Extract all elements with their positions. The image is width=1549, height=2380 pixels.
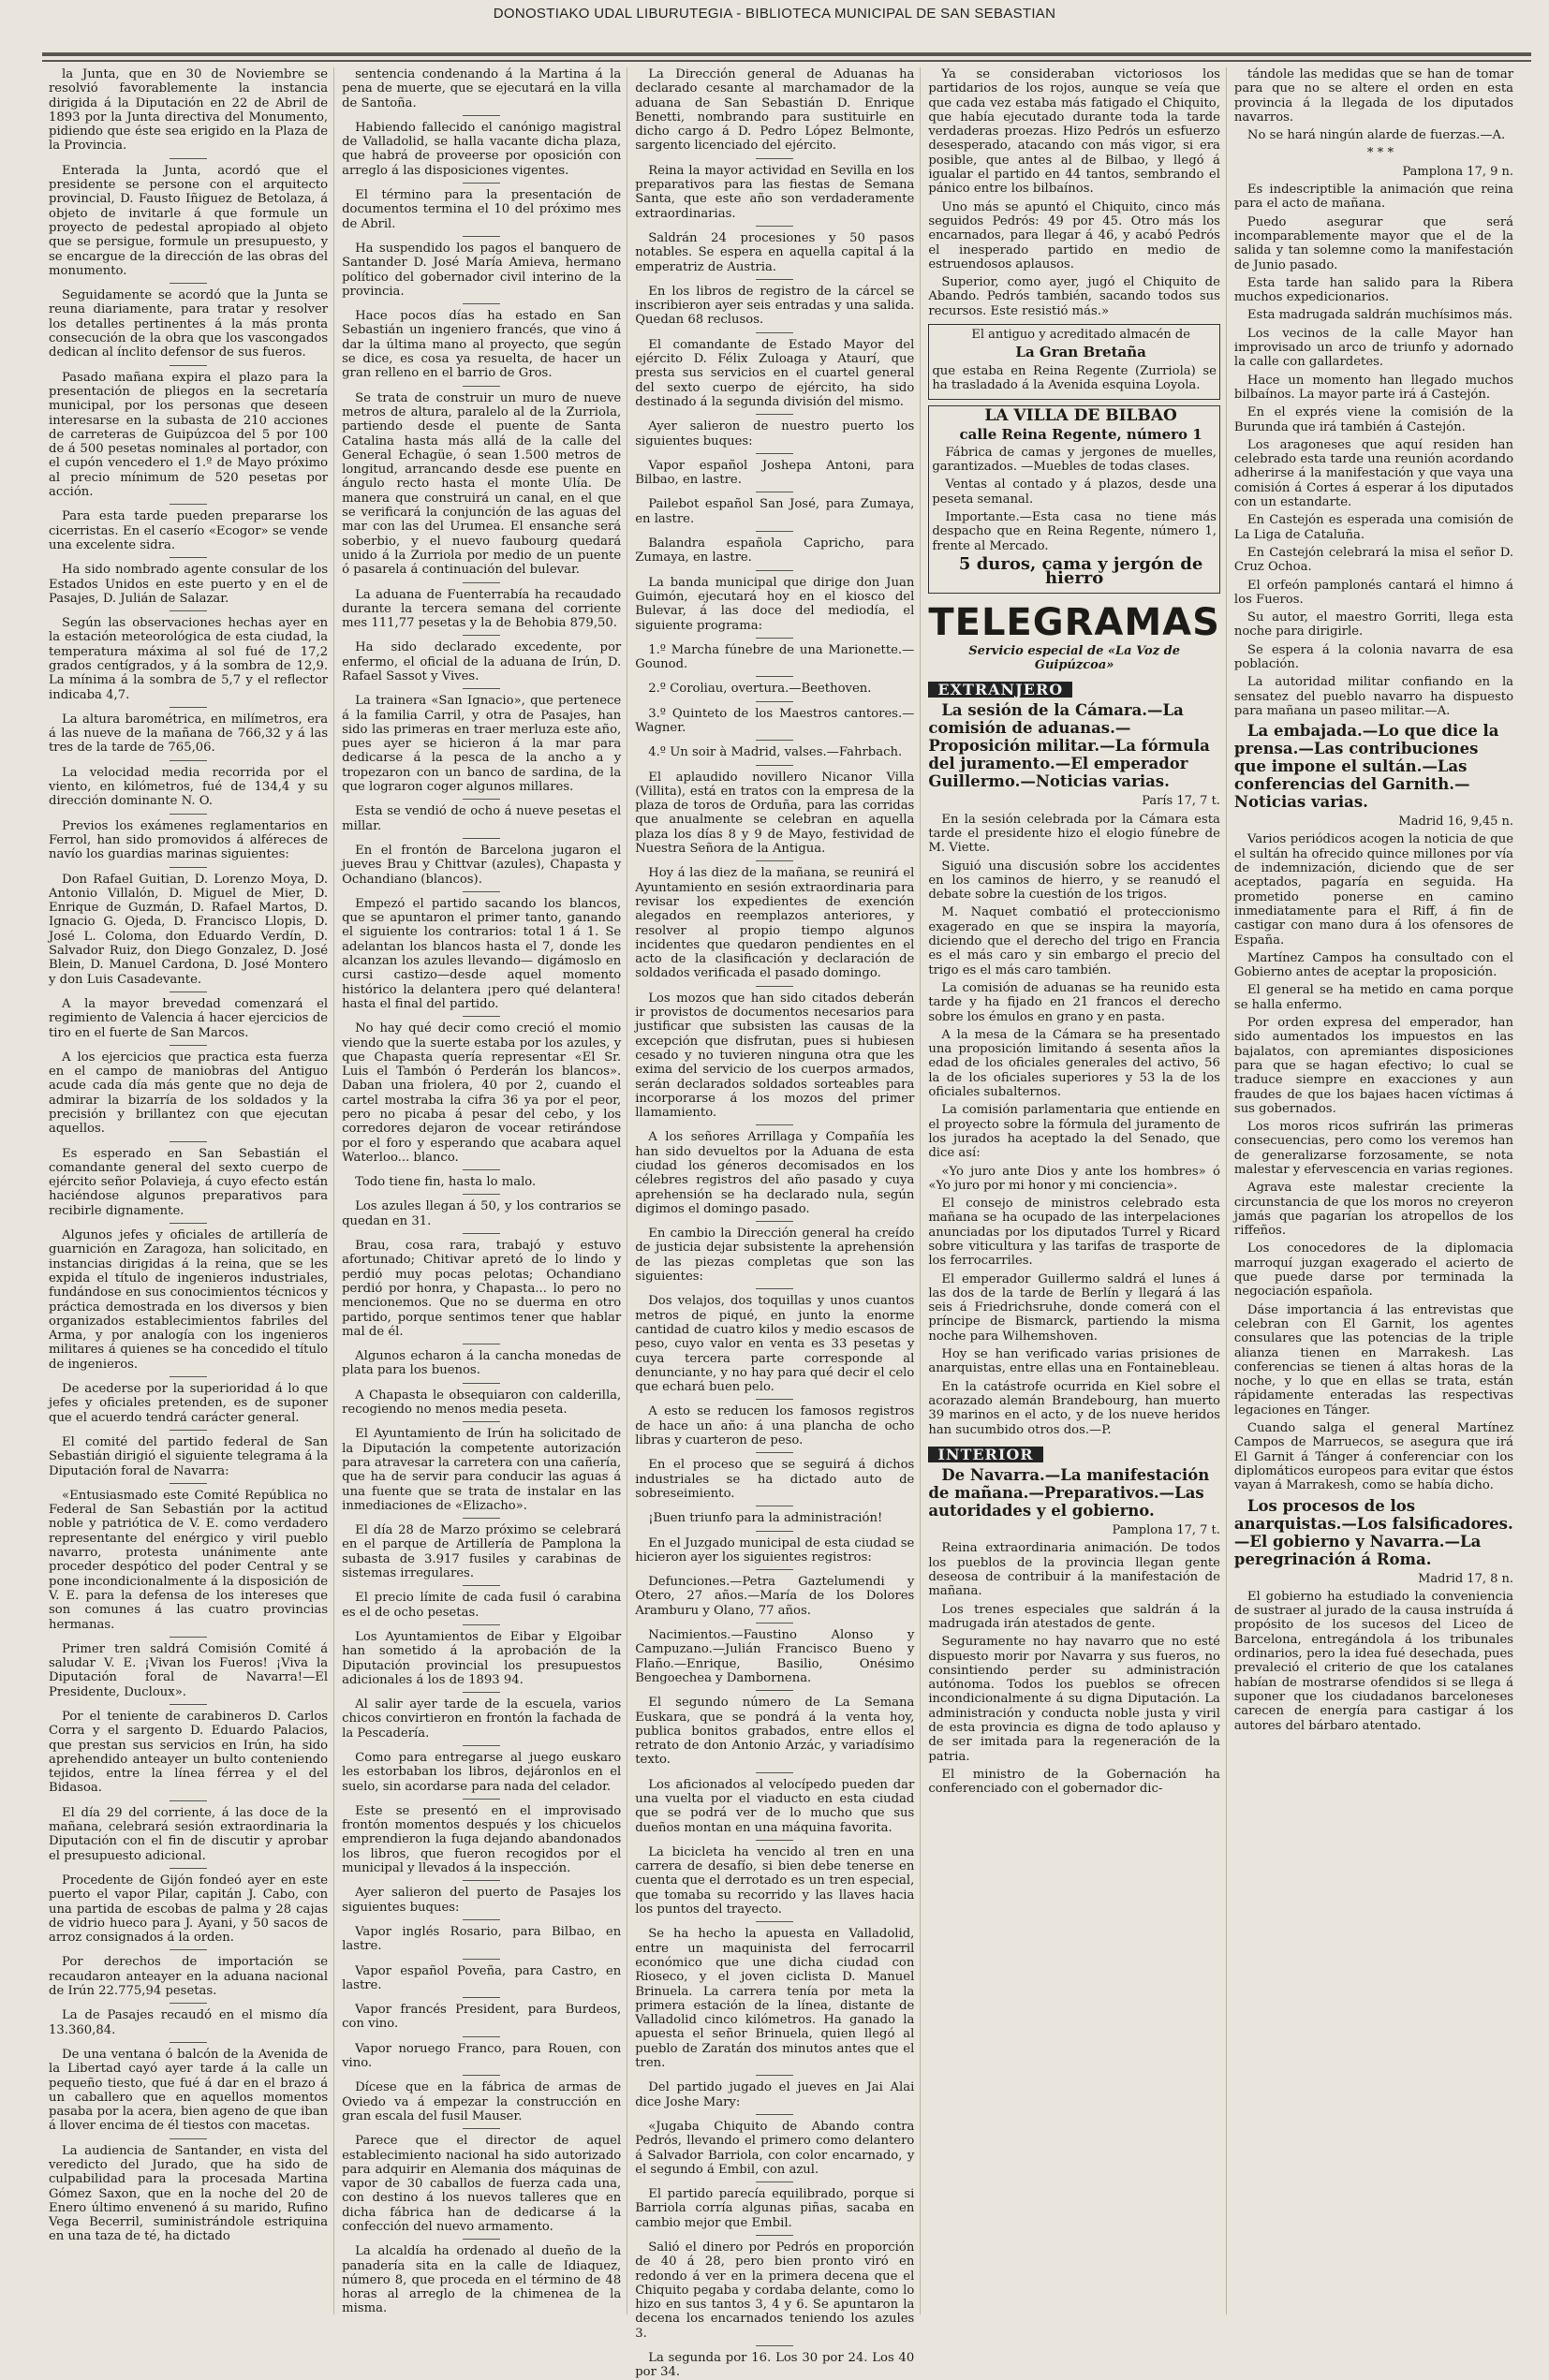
article-paragraph: Hoy á las diez de la mañana, se reunirá el Ayuntamiento en sesión extraordinaria para revisar los expedientes de exención alegados en reemplazos anteriores, y resolver al propio tiempo algunos incidentes que quedaron pendientes en el acto de la clasificación y declaración de soldados verificada el pasado domingo. — [635, 866, 915, 981]
separator-rule — [463, 838, 500, 839]
article-paragraph: A esto se reducen los famosos registros de hace un año: á una plancha de ocho libras y cuarteron de peso. — [635, 1404, 915, 1448]
article-paragraph: En los libros de registro de la cárcel se inscribieron ayer seis entradas y una salida. Quedan 68 reclusos. — [635, 284, 915, 328]
separator-rule — [463, 1745, 500, 1746]
article-paragraph: Del partido jugado el jueves en Jai Alai dice Joshe Mary: — [635, 2080, 915, 2109]
article-paragraph: Es esperado en San Sebastián el comandante general del sexto cuerpo de ejército señor Polavieja, á cuyo efecto están haciéndose algunos preparativos para recibirle dignamente. — [49, 1146, 329, 1218]
article-paragraph: No hay qué decir como creció el momio viendo que la suerte estaba por los azules, y que Chapasta quería representar «El Sr. Luis el Tambón ó Perderán los blancos». Daban una friolera, 40 por 2, cuando el cartel mostraba la cifra 36 ya por el peor, pero no picaba á pesar del cebo, y los corredores dejaron de vocear retirándose por el foro y esperando que acabara aquel Waterloo... blanco. — [342, 1021, 622, 1165]
separator-rule — [170, 158, 207, 159]
article-paragraph: En cambio la Dirección general ha creído de justicia dejar subsistente la aprehensión de las piezas completas que son las siguientes: — [635, 1227, 915, 1285]
separator-rule — [463, 1692, 500, 1693]
separator-rule — [170, 1141, 207, 1142]
headline-embajada: La embajada.—Lo que dice la prensa.—Las contribuciones que impone el sultán.—Las conferencias del Garnith.—Noticias varias. — [1233, 722, 1499, 812]
article-paragraph: A la mayor brevedad comenzará el regimiento de Valencia á hacer ejercicios de tiro en el fuerte de San Marcos. — [49, 996, 329, 1040]
article-paragraph: A los señores Arrillaga y Compañía les han sido devueltos por la Aduana de esta ciudad los géneros decomisados en los célebres registros del año pasado y cuya aprehensión se ha declarado nula, según digimos el domingo pasado. — [635, 1130, 915, 1216]
separator-rule — [463, 115, 500, 116]
separator-rule — [756, 531, 793, 532]
separator-rule — [463, 2036, 500, 2037]
separator-rule — [463, 1233, 500, 1234]
article-paragraph: Este se presentó en el improvisado frontón momentos después y los chicuelos emprendieron la fuga dejando abandonados los libros, que fueron recogidos por el municipal y llevados á la inspección. — [342, 1803, 622, 1876]
article-paragraph: Todo tiene fin, hasta lo malo. — [355, 1175, 537, 1190]
article-paragraph: Hace un momento han llegado muchos bilbaínos. La mayor parte irá á Castejón. — [1233, 373, 1514, 402]
article-paragraph: Brau, cosa rara, trabajó y estuvo afortunado; Chitivar apretó de lo lindo y perdió muy pocas pelotas; Ochandiano perdió por honra, y Chapasta... lo pero no mencionemos. Que no se duerma en otro partido, porque sentimos tener que hablar mal de él. — [342, 1239, 622, 1339]
article-paragraph: Ha sido declarado excedente, por enfermo, el oficial de la aduana de Irún, D. Rafael Sassot y Vives. — [342, 640, 622, 683]
separator-rule — [756, 1288, 793, 1289]
article-paragraph: Los conocedores de la diplomacia marroquí juzgan exagerado el acierto de que puede darse por terminada la negociación española. — [1233, 1241, 1514, 1300]
telegrams-subtitle: Servicio especial de «La Voz de Guipúzcoa» — [968, 643, 1180, 672]
article-paragraph: En el Juzgado municipal de esta ciudad se hicieron ayer los siguientes registros: — [635, 1535, 915, 1565]
article-paragraph: Empezó el partido sacando los blancos, que se apuntaron el primer tanto, ganando el siguiente los contrarios: total 1 á 1. Se adelantan los blancos hasta el 7, donde les alcanzan los azules llevando— digámoslo en cursi castizo—desde aquel momento histórico la delantera ¡pero qué delantera! hasta el final del partido. — [342, 896, 622, 1011]
ad-title: LA VILLA DE BILBAO — [984, 406, 1177, 426]
separator-rule — [170, 1868, 207, 1869]
ad-offer: 5 duros, cama y jergón de hierro — [958, 553, 1203, 589]
ad-notice: Importante.—Esta casa no tiene más despacho que en Reina Regente, número 1, frente al Mercado. — [932, 510, 1217, 553]
article-paragraph: Ya se consideraban victoriosos los partidarios de los rojos, aunque se veía que que cada vez estaba más fatigado el Chiquito, que había ejecutado durante toda la tarde verdaderas proezas. Hizo Pedrós un esfuerzo desesperado, atacando con más vigor, si era posible, que antes al de Bilbao, y llegó á igualar el partido en 44 tantos, sembrando el pánico entre los bilbaínos. — [928, 67, 1220, 197]
separator-rule — [756, 279, 793, 280]
article-paragraph: Se ha hecho la apuesta en Valladolid, entre un maquinista del ferrocarril económico que une dicha ciudad con Rioseco, y el joven ciclista D. Manuel Brinuela. La carrera tenía por meta la primera estación de la línea, distante de Valladolid cinco kilómetros. Ha ganado la apuesta el señor Brinuela, quien llegó al pueblo de Zaratán dos minutos antes que el tren. — [635, 1927, 915, 2071]
article-paragraph: Salió el dinero por Pedrós en proporción de 40 á 28, pero bien pronto viró en redondo á ver en la primera decena que el Chiquito pegaba y cordaba delante, como lo hizo en sus tantos 3, 4 y 6. Se apuntaron la decena los encarnados teniendo los azules 3. — [635, 2240, 915, 2341]
separator-rule — [170, 1800, 207, 1801]
article-paragraph: 2.º Coroliau, overtura.—Beethoven. — [648, 682, 872, 697]
article-paragraph: Vapor noruego Franco, para Rouen, con vino. — [342, 2041, 622, 2071]
article-paragraph: Defunciones.—Petra Gaztelumendi y Otero, 27 años.—María de los Dolores Aramburu y Olano, 77 años. — [635, 1575, 915, 1618]
article-paragraph: Vapor francés President, para Burdeos, con vino. — [342, 2003, 622, 2032]
separator-rule — [463, 1194, 500, 1195]
article-paragraph: El comandante de Estado Mayor del ejército D. Félix Zuloaga y Ataurí, que presta sus servicios en el cuartel general del sexto cuerpo de ejército, ha sido destinado á la segunda división del mismo. — [635, 337, 915, 409]
article-paragraph: Pasado mañana expira el plazo para la presentación de pliegos en la secretaría municipal, por los personas que deseen interesarse en la subasta de 210 acciones de carreteras de Guipúzcoa del 5 por 100 de á 500 pesetas nominales al portador, con el cupón vencedero el 1.º de Mayo próximo al precio mínimum de 520 pesetas por acción. — [49, 370, 329, 500]
article-paragraph: En el frontón de Barcelona jugaron el jueves Brau y Chittvar (azules), Chapasta y Ochandiano (blancos). — [342, 843, 622, 887]
dateline-pamplona-9n: Pamplona 17, 9 n. — [1402, 164, 1514, 179]
article-paragraph: Balandra española Capricho, para Zumaya, en lastre. — [635, 536, 915, 566]
separator-rule — [756, 740, 793, 741]
separator-rule — [756, 1569, 793, 1570]
separator-rule — [756, 570, 793, 571]
article-paragraph: El día 28 de Marzo próximo se celebrará en el parque de Artillería de Pamplona la subasta de 3.917 fusiles y carabinas de sistemas irregulares. — [342, 1523, 622, 1581]
article-paragraph: Parece que el director de aquel establecimiento nacional ha sido autorizado para adquirir en Alemania dos máquinas de vapor de 30 caballos de fuerza cada una, con destino á los nuevos talleres que en dicha fábrica han de dedicarse á la confección del nuevo armamento. — [342, 2134, 622, 2234]
ad-lead: El antiguo y acreditado almacén de — [971, 328, 1190, 343]
article-paragraph: Esta se vendió de ocho á nueve pesetas el millar. — [342, 804, 622, 833]
separator-rule — [463, 1624, 500, 1625]
separator-rule — [463, 1585, 500, 1586]
separator-rule — [756, 676, 793, 677]
column-1 — [49, 67, 334, 2314]
separator-rule — [170, 1483, 207, 1484]
separator-rule — [170, 610, 207, 611]
separator-rule — [463, 236, 500, 237]
archive-header: DONOSTIAKO UDAL LIBURUTEGIA - BIBLIOTECA MUNICIPAL DE SAN SEBASTIAN — [493, 6, 1056, 22]
ad-gran-bretana — [928, 324, 1220, 400]
article-paragraph: Vapor español Joshepa Antoni, para Bilbao, en lastre. — [635, 458, 915, 488]
column-3 — [635, 67, 921, 2380]
article-paragraph: El orfeón pamplonés cantará el himno á los Fueros. — [1233, 578, 1514, 607]
article-paragraph: En la catástrofe ocurrida en Kiel sobre el acorazado alemán Brandebourg, han muerto 39 marinos en el acto, y de los nueve heridos han sucumbido otros dos.—P. — [928, 1379, 1220, 1437]
header-rule-thin — [42, 60, 1531, 62]
ad-text: Fábrica de camas y jergones de muelles, garantizados. —Muebles de todas clases. — [932, 445, 1217, 475]
section-interior: INTERIOR — [928, 1447, 1042, 1462]
separator-rule — [756, 638, 793, 639]
column-4 — [928, 67, 1227, 2314]
separator-rule — [756, 2114, 793, 2115]
article-paragraph: la Junta, que en 30 de Noviembre se resolvió favorablemente la instancia dirigida á la Diputación en 22 de Abril de 1893 por la Junta directiva del Monumento, pidiendo que éste sea erigido en la Plaza de la Provincia. — [49, 67, 329, 154]
article-paragraph: En la sesión celebrada por la Cámara esta tarde el presidente hizo el elogio fúnebre de M. Viette. — [928, 812, 1220, 856]
article-paragraph: Algunos echaron á la cancha monedas de plata para los buenos. — [342, 1349, 622, 1378]
article-paragraph: La segunda por 16. Los 30 por 24. Los 40 por 34. — [635, 2351, 915, 2380]
separator-rule — [170, 2042, 207, 2043]
article-paragraph: Superior, como ayer, jugó el Chiquito de Abando. Pedrós también, sacando todos sus recursos. Este resistió más.» — [928, 275, 1220, 318]
article-paragraph: Los trenes especiales que saldrán á la madrugada irán atestados de gente. — [928, 1602, 1220, 1631]
separator-rule — [170, 504, 207, 505]
article-paragraph: Esta madrugada saldrán muchísimos más. — [1247, 308, 1513, 323]
article-paragraph: Hace pocos días ha estado en San Sebastián un ingeniero francés, que vino á dar la última mano al proyecto, que según se dice, es cosa ya resuelta, de hacer un gran relleno en el barrio de Gros. — [342, 309, 622, 381]
article-paragraph: De una ventana ó balcón de la Avenida de la Libertad cayó ayer tarde á la calle un pequeño tiesto, que fué á dar en el brazo á un caballero que en aquellos momentos pasaba por la acera, bien ageno de que iban á llover encima de él tiestos con macetas. — [49, 2047, 329, 2134]
article-paragraph: Su autor, el maestro Gorriti, llega esta noche para dirigirle. — [1233, 610, 1514, 639]
article-paragraph: Ayer salieron del puerto de Pasajes los siguientes buques: — [342, 1886, 622, 1915]
article-paragraph: No se hará ningún alarde de fuerzas.—A. — [1247, 128, 1506, 143]
separator-rule — [463, 1383, 500, 1384]
separator-rule — [463, 1919, 500, 1920]
article-paragraph: Agrava este malestar creciente la circunstancia de que los moros no creyeron jamás que pagarían los atropellos de los riffeños. — [1233, 1181, 1514, 1239]
separator-rule — [463, 1016, 500, 1017]
separator-rule — [170, 814, 207, 815]
separator-rule — [463, 1169, 500, 1170]
separator-rule — [756, 1921, 793, 1922]
article-paragraph: En el exprés viene la comisión de la Burunda que irá también á Castejón. — [1233, 405, 1514, 434]
article-paragraph: Los mozos que han sido citados deberán ir provistos de documentos necesarios para justificar que subsisten las causas de la excepción que disfrutan, pues si hubiesen cesado y no tuvieren ninguna otra que les exima del servicio de los cuerpos armados, serán declarados soldados sorteables para incorporarse á los mozos del primer llamamiento. — [635, 991, 915, 1121]
dateline-paris: París 17, 7 t. — [1142, 794, 1220, 809]
separator-rule — [463, 303, 500, 304]
article-paragraph: A la mesa de la Cámara se ha presentado una proposición limitando á sesenta años la edad de los oficiales generales del activo, 56 la de los oficiales superiores y 53 la de los oficiales subalternos. — [928, 1027, 1220, 1100]
separator-rule — [170, 1704, 207, 1705]
article-paragraph: «Entusiasmado este Comité República no Federal de San Sebastián por la actitud noble y patriótica de V. E. como verdadero representante del enérgico y viril pueblo navarro, protesta unánimente ante proceder despótico del poder Central y se pone incondicionalmente á la disposición de V. E. para la defensa de los intereses que son comunes á las cuatro provincias hermanas. — [49, 1488, 329, 1632]
separator-rule — [756, 414, 793, 415]
separator-rule — [463, 183, 500, 184]
article-paragraph: Es indescriptible la animación que reina para el acto de mañana. — [1233, 183, 1514, 212]
article-paragraph: En Castejón celebrará la misa el señor D. Cruz Ochoa. — [1233, 545, 1514, 575]
article-paragraph: Seguidamente se acordó que la Junta se reuna diariamente, para tratar y resolver los detalles pertinentes á la más pronta consecución de la obra que los vascongados dedican al ínclito defensor de sus fueros. — [49, 288, 329, 360]
separator-rule — [756, 2345, 793, 2346]
article-paragraph: La trainera «San Ignacio», que pertenece á la familia Carril, y otra de Pasajes, han sido las primeras en traer merluza este año, pues ayer se hicieron á la mar para dedicarse á la pesca de la ancho a y tropezaron con un banco de sardina, de la que lograron coger algunos millares. — [342, 694, 622, 795]
ad-villa-de-bilbao — [928, 405, 1220, 593]
separator-rule — [756, 860, 793, 861]
separator-rule — [756, 1840, 793, 1841]
separator-rule — [170, 707, 207, 708]
separator-rule — [756, 226, 793, 227]
article-paragraph: El término para la presentación de documentos termina el 10 del próximo mes de Abril. — [342, 188, 622, 231]
separator-rule — [756, 1124, 793, 1125]
article-paragraph: Seguramente no hay navarro que no esté dispuesto morir por Navarra y sus fueros, no consintiendo perder su administración autónoma. Todos los pueblos se ofrecen incondicionalmente á su digna Diputación. La administración y conducta noble justa y viril de esta provincia es digna de todo aplauso y de ser imitada para la regeneración de la patria. — [928, 1635, 1220, 1764]
article-paragraph: Al salir ayer tarde de la escuela, varios chicos convirtieron en frontón la fachada de la Pescadería. — [342, 1697, 622, 1741]
separator-rule — [170, 557, 207, 558]
ad-subtitle: calle Reina Regente, número 1 — [959, 425, 1202, 443]
article-paragraph: Pailebot español San José, para Zumaya, en lastre. — [635, 497, 915, 526]
separator-rule — [463, 582, 500, 583]
headline-chamber: La sesión de la Cámara.—La comisión de aduanas.—Proposición militar.—La fórmula del juramento.—El emperador Guillermo.—Noticias varias. — [928, 701, 1210, 791]
separator-rule — [756, 453, 793, 454]
separator-rule — [463, 635, 500, 636]
separator-rule — [463, 891, 500, 892]
article-paragraph: Algunos jefes y oficiales de artillería de guarnición en Zaragoza, han solicitado, en instancias dirigidas á la reina, que se les expida el título de ingenieros industriales, fundándose en sus conocimientos técnicos y práctica demostrada en los diversos y bien organizados establecimientos fabriles del Arma, y por analogía con los ingenieros militares á quienes se ha concedido el título de ingenieros. — [49, 1228, 329, 1372]
separator-rule — [463, 1799, 500, 1800]
article-paragraph: Saldrán 24 procesiones y 50 pasos notables. Se espera en aquella capital á la emperatriz de Austria. — [635, 230, 915, 274]
separator-rule — [170, 1637, 207, 1638]
article-paragraph: Esta tarde han salido para la Ribera muchos expedicionarios. — [1233, 275, 1514, 305]
separator-rule — [756, 1399, 793, 1400]
separator-rule — [756, 1452, 793, 1453]
separator-rule — [170, 1223, 207, 1224]
separator-rule — [463, 1518, 500, 1519]
article-paragraph: En el proceso que se seguirá á dichos industriales se ha dictado auto de sobreseimiento. — [635, 1458, 915, 1501]
article-paragraph: Siguió una discusión sobre los accidentes en los caminos de hierro, y se reanudó el debate sobre la cuestión de los trigos. — [928, 859, 1220, 903]
article-paragraph: «Yo juro ante Dios y ante los hombres» ó «Yo juro por mi honor y mi conciencia». — [928, 1164, 1220, 1193]
article-paragraph: El general se ha metido en cama porque se halla enfermo. — [1233, 983, 1514, 1012]
separator-rule — [756, 1531, 793, 1532]
separator-rule — [463, 1959, 500, 1960]
article-paragraph: La velocidad media recorrida por el viento, en kilómetros, fué de 134,4 y su dirección dominante N. O. — [49, 765, 329, 809]
header-rule — [42, 52, 1531, 56]
article-paragraph: Dáse importancia á las entrevistas que celebran con El Garnit, los agentes consulares que las potencias de la triple alianza tienen en Marrakesh. Las conferencias se tienen á altas horas de la noche, y lo que en ellas se trata, están rápidamente enteradas las respectivas legaciones en Tánger. — [1233, 1302, 1514, 1418]
article-paragraph: Por orden expresa del emperador, han sido aumentados los impuestos en las bajalatos, con apremiantes disposiciones para que se hagan efectivo; lo cual se traduce siempre en exacciones y aun fraudes de que los bajaes hacen víctimas á sus gobernados. — [1233, 1016, 1514, 1116]
article-paragraph: El día 29 del corriente, á las doce de la mañana, celebrará sesión extraordinaria la Diputación con el fin de discutir y aprobar el presupuesto adicional. — [49, 1805, 329, 1863]
article-paragraph: En Castejón es esperada una comisión de La Liga de Cataluña. — [1233, 513, 1514, 542]
article-paragraph: Uno más se apuntó el Chiquito, cinco más seguidos Pedrós: 49 por 45. Otro más los encarnados, para llegar á 46, y acabó Pedrós el inesperado partido en medio de estruendosos aplausos. — [928, 199, 1220, 272]
article-paragraph: Procedente de Gijón fondeó ayer en este puerto el vapor Pilar, capitán J. Cabo, con una partida de escobas de palma y 28 cajas de vidrio hueco para J. Ayani, y 50 sacos de arroz consignados á la orden. — [49, 1873, 329, 1946]
separator-rule — [170, 365, 207, 366]
article-paragraph: Enterada la Junta, acordó que el presidente se persone con el arquitecto provincial, D. Fausto Iñiguez de Betolaza, á objeto de invitarle á que formule un proyecto de pedestal apropiado al objeto que se persigue, formule un presupuesto, y se encargue de la dirección de las obras del monumento. — [49, 163, 329, 278]
ad-store-name: La Gran Bretaña — [1015, 344, 1146, 361]
asterism: * * * — [1366, 146, 1394, 161]
article-paragraph: La de Pasajes recaudó en el mismo día 13.360,84. — [49, 2008, 329, 2037]
article-paragraph: De acederse por la superioridad á lo que jefes y oficiales pretenden, es de suponer que el acuerdo tendrá carácter general. — [49, 1382, 329, 1425]
dateline-madrid-17: Madrid 17, 8 n. — [1418, 1571, 1514, 1586]
headline-navarra: De Navarra.—La manifestación de mañana.—Preparativos.—Las autoridades y el gobierno. — [928, 1466, 1210, 1521]
article-paragraph: Por el teniente de carabineros D. Carlos Corra y el sargento D. Eduardo Palacios, que prestan sus servicios en Irún, ha sido aprehendido anteayer un bulto conteniendo tejidos, entre la línea férrea y el del Bidasoa. — [49, 1709, 329, 1796]
separator-rule — [756, 986, 793, 987]
article-paragraph: La audiencia de Santander, en vista del veredicto del Jurado, que ha sido de culpabilidad para la procesada Martina Gómez Saxon, que en la noche del 20 de Enero último envenenó á su marido, Rufino Vega Becerril, suministrándole estriquina en una taza de té, ha dictado — [49, 2143, 329, 2244]
column-2 — [342, 67, 627, 2314]
telegrams-title: TELEGRAMAS — [928, 600, 1220, 644]
article-paragraph: Por derechos de importación se recaudaron anteayer en la aduana nacional de Irún 22.775,94 pesetas. — [49, 1955, 329, 1999]
article-paragraph: Ayer salieron de nuestro puerto los siguientes buques: — [635, 419, 915, 448]
article-paragraph: Nacimientos.—Faustino Alonso y Campuzano.—Julián Francisco Bueno y Flaño.—Enrique, Basilio, Onésimo Bengoechea y Dambornena. — [635, 1628, 915, 1685]
separator-rule — [463, 688, 500, 689]
article-paragraph: Vapor español Poveña, para Castro, en lastre. — [342, 1963, 622, 1992]
article-paragraph: La altura barométrica, en milímetros, era á las nueve de la mañana de 766,32 y á las tres de la tarde de 765,06. — [49, 712, 329, 756]
article-paragraph: El aplaudido novillero Nicanor Villa (Villita), está en tratos con la empresa de la plaza de toros de Orduña, para las corridas que anualmente se celebran en aquella plaza los días 8 y 9 de Mayo, festividad de Nuestra Señora de la Antigua. — [635, 770, 915, 857]
article-paragraph: Primer tren saldrá Comisión Comité á saludar V. E. ¡Vivan los Fueros! ¡Viva la Diputación foral de Navarra!—El Presidente, Ducloux». — [49, 1641, 329, 1699]
article-paragraph: La comisión de aduanas se ha reunido esta tarde y ha fijado en 21 francos el derecho sobre los émulos en grano y en pasta. — [928, 980, 1220, 1024]
article-paragraph: Reina extraordinaria animación. De todos los pueblos de la provincia llegan gente deseosa de contribuir á la manifestación de mañana. — [928, 1541, 1220, 1599]
article-paragraph: A los ejercicios que practica esta fuerza en el campo de maniobras del Antiguo acude cada día más gente que no deja de admirar la bizarría de los soldados y la precisión y brillantez con que ejecutan aquellos. — [49, 1050, 329, 1137]
article-paragraph: La bicicleta ha vencido al tren en una carrera de desafío, si bien debe tenerse en cuenta que el derrotado es un tren especial, que tomaba su recorrido y las llaves hacia los puntos del trayecto. — [635, 1844, 915, 1917]
article-paragraph: ¡Buen triunfo para la administración! — [648, 1511, 883, 1526]
article-paragraph: Ha sido nombrado agente consular de los Estados Unidos en este puerto y en el de Pasajes, D. Julián de Salazar. — [49, 563, 329, 606]
separator-rule — [756, 2235, 793, 2236]
article-paragraph: A Chapasta le obsequiaron con calderilla, recogiendo no menos media peseta. — [342, 1388, 622, 1418]
separator-rule — [463, 2075, 500, 2076]
article-paragraph: 1.º Marcha fúnebre de una Marionette.—Gounod. — [635, 642, 915, 672]
article-paragraph: El comité del partido federal de San Sebastián dirigió el siguiente telegrama á la Diputación foral de Navarra: — [49, 1434, 329, 1478]
article-paragraph: Vapor inglés Rosario, para Bilbao, en lastre. — [342, 1924, 622, 1954]
article-paragraph: El segundo número de La Semana Euskara, que se pondrá á la venta hoy, publica bonitos grabados, entre ellos el retrato de don Antonio Arzác, y variadísimo texto. — [635, 1696, 915, 1768]
article-paragraph: Varios periódicos acogen la noticia de que el sultán ha ofrecido quince millones por vía de indemnización, diciendo que de ser aceptados, pagaría en seguida. Ha prometido ponerse en camino inmediatamente para el Riff, á fin de castigar con mano dura á los ofensores de España. — [1233, 832, 1514, 948]
article-paragraph: Como para entregarse al juego euskaro les estorbaban los libros, dejáronlos en el suelo, sin acordarse para nada del celador. — [342, 1750, 622, 1794]
article-paragraph: Los azules llegan á 50, y los contrarios se quedan en 31. — [342, 1199, 622, 1228]
article-paragraph: Habiendo fallecido el canónigo magistral de Valladolid, se halla vacante dicha plaza, que habrá de proveerse por oposición con arreglo á las disposiciones vigentes. — [342, 120, 622, 178]
article-paragraph: Los aficionados al velocípedo pueden dar una vuelta por el viaducto en esta ciudad que se podrá ver de lo mucho que sus dueños montan en una máquina favorita. — [635, 1777, 915, 1835]
article-paragraph: La autoridad militar confiando en la sensatez del pueblo navarro ha dispuesto para mañana un paseo militar.—A. — [1233, 675, 1514, 718]
article-paragraph: La aduana de Fuenterrabía ha recaudado durante la tercera semana del corriente mes 111,77 pesetas y la de Behobia 879,50. — [342, 587, 622, 631]
article-paragraph: M. Naquet combatió el proteccionismo exagerado en que se inspira la mayoría, diciendo que el derecho del trigo en Francia es el más caro y sin embargo el precio del trigo es el más caro también. — [928, 905, 1220, 977]
article-paragraph: Dícese que en la fábrica de armas de Oviedo va á empezar la construcción en gran escala del fusil Mauser. — [342, 2080, 622, 2123]
article-paragraph: El Ayuntamiento de Irún ha solicitado de la Diputación la competente autorización para atravesar la carretera con una cañería, que ha de servir para conducir las aguas á una fuente que se trata de instalar en las inmediaciones de «Elizacho». — [342, 1427, 622, 1513]
article-paragraph: sentencia condenando á la Martina á la pena de muerte, que se ejecutará en la villa de Santoña. — [342, 67, 622, 110]
article-paragraph: Hoy se han verificado varias prisiones de anarquistas, entre ellas una en Fontainebleau. — [928, 1347, 1220, 1376]
article-paragraph: Se trata de construir un muro de nueve metros de altura, paralelo al de la Zurriola, partiendo desde el puente de Santa Catalina hasta más allá de la calle del General Echagüe, ó sean 1.500 metros de longitud, arrancando desde ese puente en ángulo recto hasta el monte Ulía. De manera que construirá un canal, en el que se verificará la conjunción de las aguas del mar con las del Urumea. El ensanche será soberbio, y el nuevo faubourg quedará unido á la Zurriola por medio de un puente ó pasarela á continuación del bulevar. — [342, 390, 622, 578]
separator-rule — [756, 2075, 793, 2076]
article-paragraph: Dos velajos, dos toquillas y unos cuantos metros de piqué, en junto la enorme cantidad de cuatro kilos y medio escasos de peso, cuyo valor en venta es 33 pesetas y cuya tercera parte corresponde al denunciante, y no hay para qué decir el celo que echará buen pelo. — [635, 1294, 915, 1395]
separator-rule — [170, 2003, 207, 2004]
separator-rule — [463, 386, 500, 387]
dateline-madrid-16: Madrid 16, 9,45 n. — [1398, 815, 1514, 830]
separator-rule — [170, 1045, 207, 1046]
article-paragraph: El consejo de ministros celebrado esta mañana se ha ocupado de las interpelaciones anunciadas por los diputados Turrel y Ricard sobre viticultura y las tarifas de trasporte de los ferrocarriles. — [928, 1197, 1220, 1269]
dateline-pamplona: Pamplona 17, 7 t. — [1112, 1523, 1220, 1538]
separator-rule — [170, 760, 207, 761]
article-paragraph: Martínez Campos ha consultado con el Gobierno antes de aceptar la proposición. — [1233, 950, 1514, 980]
article-paragraph: El precio límite de cada fusil ó carabina es el de ocho pesetas. — [342, 1591, 622, 1620]
ad-text: que estaba en Reina Regente (Zurriola) se ha trasladado á la Avenida esquina Loyola. — [932, 363, 1217, 392]
article-paragraph: Los aragoneses que aquí residen han celebrado esta tarde una reunión acordando adherirse á la manifestación y que vaya una comisión á Cortes á esperar á los diputados con un estandarte. — [1233, 437, 1514, 510]
separator-rule — [463, 1997, 500, 1998]
separator-rule — [463, 2239, 500, 2240]
article-paragraph: Reina la mayor actividad en Sevilla en los preparativos para las fiestas de Semana Santa, que este año son verdaderamente extraordinarias. — [635, 163, 915, 221]
newspaper-page — [49, 67, 1519, 2380]
article-paragraph: El partido parecía equilibrado, porque si Barriola corría algunas piñas, sacaba en cambio mejor que Embil. — [635, 2187, 915, 2230]
separator-rule — [756, 332, 793, 333]
separator-rule — [756, 158, 793, 159]
separator-rule — [756, 1221, 793, 1222]
article-paragraph: El gobierno ha estudiado la conveniencia de sustraer al jurado de la causa instruída á propósito de los sucesos del Liceo de Barcelona, entregándola á los tribunales ordinarios, pero la idea fué desechada, pues prevaleció el criterio de que los catalanes habían de mostrarse ofendidos si se llega á suponer que los ciudadanos barceloneses carecen de energía para castigar á los autores del bárbaro atentado. — [1233, 1589, 1514, 1733]
headline-anarquistas: Los procesos de los anarquistas.—Los falsificadores.—El gobierno y Navarra.—La peregrinación á Roma. — [1233, 1496, 1513, 1568]
article-paragraph: Se espera á la colonia navarra de esa población. — [1233, 642, 1514, 671]
separator-rule — [756, 701, 793, 702]
article-paragraph: Los moros ricos sufrirán las primeras consecuencias, pero como los veremos han de generalizarse forzosamente, se nota malestar y efervescencia en varias regiones. — [1233, 1120, 1514, 1177]
ad-text-2: Ventas al contado y á plazos, desde una peseta semanal. — [932, 477, 1217, 507]
article-paragraph: El ministro de la Gobernación ha conferenciado con el gobernador dic- — [928, 1767, 1220, 1797]
separator-rule — [463, 2128, 500, 2129]
article-paragraph: 3.º Quinteto de los Maestros cantores.—Wagner. — [635, 706, 915, 735]
separator-rule — [463, 799, 500, 800]
article-paragraph: 4.º Un soir à Madrid, valses.—Fahrbach. — [648, 745, 903, 760]
article-paragraph: El emperador Guillermo saldrá el lunes á las dos de la tarde de Berlín y llegará á las seis á Friedrichsruhe, donde comerá con el príncipe de Bismarck, partiendo la misma noche para Wilhemshoven. — [928, 1271, 1220, 1344]
separator-rule — [170, 867, 207, 868]
article-paragraph: La Dirección general de Aduanas ha declarado cesante al marchamador de la aduana de San Sebastián D. Enrique Benetti, nombrando para sustituirle en dicho cargo á D. Pedro López Belmonte, sargento licenciado del ejército. — [635, 67, 915, 154]
article-paragraph: Los vecinos de la calle Mayor han improvisado un arco de triunfo y adornado la calle con gallardetes. — [1233, 326, 1514, 370]
separator-rule — [170, 1430, 207, 1431]
section-foreign: EXTRANJERO — [928, 682, 1072, 698]
separator-rule — [170, 283, 207, 284]
article-paragraph: Los Ayuntamientos de Eibar y Elgoibar han sometido á la aprobación de la Diputación provincial los presupuestos adicionales á los de 1893 94. — [342, 1629, 622, 1687]
separator-rule — [170, 1376, 207, 1377]
article-paragraph: La comisión parlamentaria que entiende en el proyecto sobre la fórmula del juramento de los jurados ha aceptado la del Senado, que dice así: — [928, 1103, 1220, 1161]
article-paragraph: Don Rafael Guitian, D. Lorenzo Moya, D. Antonio Villalón, D. Miguel de Mier, D. Enrique de Guzmán, D. Rafael Martos, D. Ignacio G. Ojeda, D. Francisco Llopis, D. José L. Coloma, don Eduardo Verdín, D. Salvador Ruiz, don Diego Gonzalez, D. José Blein, D. Manuel Cardona, D. José Montero y don Luis Casadevante. — [49, 872, 329, 987]
article-paragraph: Para esta tarde pueden prepararse los cicerristas. En el caserío «Ecogor» se vende una excelente sidra. — [49, 509, 329, 552]
article-paragraph: Puedo asegurar que será incomparablemente mayor que el de la salida y tan solemne como la manifestación de Junio pasado. — [1233, 214, 1514, 272]
article-paragraph: La alcaldía ha ordenado al dueño de la panadería sita en la calle de Idiaquez, número 8, que proceda en el término de 48 horas al arreglo de la chimenea de la misma. — [342, 2244, 622, 2316]
separator-rule — [170, 1949, 207, 1950]
article-paragraph: Ha suspendido los pagos el banquero de Santander D. José María Amieva, hermano político del gobernador civil interino de la provincia. — [342, 241, 622, 299]
separator-rule — [756, 1772, 793, 1773]
article-paragraph: La banda municipal que dirige don Juan Guimón, ejecutará hoy en el kiosco del Bulevar, á las doce del mediodía, el siguiente programa: — [635, 575, 915, 633]
article-paragraph: tándole las medidas que se han de tomar para que no se altere el orden en esta provincia á la llegada de los diputados navarros. — [1233, 67, 1514, 125]
separator-rule — [756, 765, 793, 766]
column-5 — [1234, 67, 1519, 2314]
separator-rule — [756, 1690, 793, 1691]
article-paragraph: Cuando salga el general Martínez Campos de Marruecos, se asegura que irá El Garnit á Tánger á conferenciar con los diplomáticos europeos para evitar que éstos vayan á Marrakesh, como se había dicho. — [1233, 1421, 1514, 1493]
separator-rule — [463, 1880, 500, 1881]
article-paragraph: Según las observaciones hechas ayer en la estación meteorológica de esta ciudad, la temperatura máxima al sol fué de 17,2 grados centígrados, y á la sombra de 12,9. La mínima á la sombra de 5,7 y el reflector indicaba 4,7. — [49, 616, 329, 702]
article-paragraph: Previos los exámenes reglamentarios en Ferrol, han sido promovidos á alféreces de navío los guardias marinas siguientes: — [49, 818, 329, 862]
separator-rule — [463, 1421, 500, 1422]
article-paragraph: «Jugaba Chiquito de Abando contra Pedrós, llevando el primero como delantero á Salvador Barriola, con color encarnado, y el segundo á Embil, con azul. — [635, 2119, 915, 2177]
separator-rule — [170, 2138, 207, 2139]
